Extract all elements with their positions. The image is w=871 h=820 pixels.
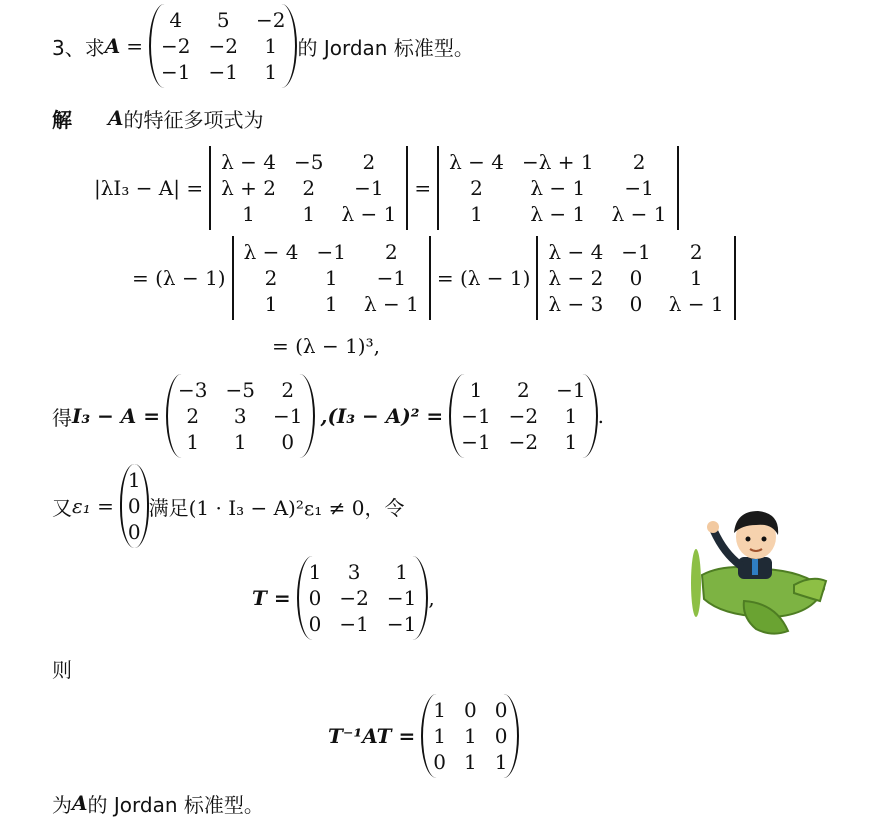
- matrix-cell: 2: [385, 240, 398, 264]
- determinant-matrix: [209, 146, 408, 230]
- matrix-cell: −2: [508, 430, 539, 454]
- matrix-cell: λ − 4: [221, 150, 276, 174]
- matrix-cell: λ − 4: [243, 240, 299, 264]
- matrix-cell: 2: [517, 378, 530, 402]
- determinant-line-2: [132, 236, 736, 320]
- problem-tail: 的 Jordan 标准型。: [297, 35, 474, 60]
- pilot-eye: [746, 537, 751, 542]
- matrix-cell: −2: [256, 8, 286, 32]
- solution-intro-text: 的特征多项式为: [123, 107, 264, 132]
- matrix-cell: 1: [308, 560, 322, 584]
- matrix-cell: 0: [281, 430, 295, 454]
- determinant-lhs: |λI₃ − A| =: [94, 176, 204, 200]
- T-definition: [252, 556, 435, 640]
- matrix-cell: 1: [324, 266, 338, 290]
- determinant-matrix: [536, 236, 735, 320]
- matrix-cell: λ − 1: [530, 176, 586, 200]
- matrix-cell: λ − 1: [611, 202, 667, 226]
- matrix-cell: −1: [339, 612, 369, 636]
- matrix-cell: 1: [564, 430, 578, 454]
- matrix-cell: λ − 1: [530, 202, 586, 226]
- solution-label: 解: [52, 107, 72, 132]
- matrix-cell: λ − 1: [363, 292, 419, 316]
- determinant-matrix: [437, 146, 678, 230]
- step-mid: ,(I₃ − A)² =: [320, 404, 444, 428]
- step-label: 得: [52, 405, 72, 430]
- vector-cell: 0: [127, 520, 141, 544]
- matrix-cell: 0: [433, 750, 446, 774]
- matrix-cell: 1: [242, 202, 255, 226]
- matrix-cell: 1: [433, 724, 446, 748]
- conclusion-text: 的 Jordan 标准型。: [87, 792, 264, 817]
- matrix-cell: 1: [264, 34, 278, 58]
- matrix-cell: 0: [308, 612, 322, 636]
- factor-prefix: = (λ − 1): [436, 266, 531, 290]
- matrix-cell: 1: [463, 750, 477, 774]
- matrix-T: [297, 556, 429, 640]
- matrix-cell: 2: [632, 150, 646, 174]
- matrix-cell: λ − 4: [548, 240, 604, 264]
- matrix-cell: −3: [178, 378, 208, 402]
- matrix-cell: 0: [629, 266, 643, 290]
- matrix-cell: 1: [494, 750, 508, 774]
- conclusion: [52, 788, 264, 818]
- step-end: .: [597, 404, 604, 428]
- matrix-cell: 2: [302, 176, 316, 200]
- matrix-cell: λ − 2: [548, 266, 604, 290]
- equals-sign: =: [126, 34, 144, 58]
- matrix-cell: 3: [233, 404, 247, 428]
- epsilon-prefix: 又: [52, 495, 72, 520]
- matrix-cell: −λ + 1: [521, 150, 594, 174]
- matrix-cell: λ + 2: [221, 176, 276, 200]
- matrix-cell: 3: [347, 560, 361, 584]
- matrix-cell: 1: [324, 292, 338, 316]
- matrix-cell: 1: [433, 698, 446, 722]
- determinant-result: [272, 330, 380, 362]
- matrix-step: [52, 374, 604, 458]
- epsilon-lhs: ε₁ =: [72, 494, 114, 518]
- matrix-cell: 1: [689, 266, 703, 290]
- matrix-cell: 2: [470, 176, 483, 200]
- vector-cell: 1: [127, 468, 141, 492]
- matrix-cell: 2: [264, 266, 278, 290]
- matrix-cell: 2: [281, 378, 295, 402]
- matrix-cell: 1: [264, 292, 278, 316]
- matrix-cell: λ − 3: [548, 292, 604, 316]
- matrix-cell: 0: [494, 724, 508, 748]
- matrix-jordan: [421, 694, 519, 778]
- T-lhs: T =: [252, 586, 291, 610]
- vector-epsilon: [120, 464, 149, 548]
- matrix-A: [149, 4, 297, 88]
- matrix-cell: 4: [169, 8, 183, 32]
- matrix-cell: −2: [208, 34, 238, 58]
- matrix-cell: −2: [339, 586, 369, 610]
- matrix-cell: −1: [161, 60, 191, 84]
- determinant-matrix: [232, 236, 431, 320]
- jordan-form: [328, 694, 519, 778]
- matrix-cell: 1: [470, 202, 483, 226]
- matrix-cell: −1: [316, 240, 346, 264]
- propeller-blade: [691, 549, 701, 617]
- matrix-cell: −1: [376, 266, 407, 290]
- matrix-A-symbol: A: [72, 791, 88, 815]
- matrix-cell: 0: [308, 586, 322, 610]
- matrix-cell: −1: [624, 176, 654, 200]
- matrix-cell: 1: [469, 378, 483, 402]
- matrix-cell: 2: [362, 150, 376, 174]
- matrix-cell: 0: [463, 698, 477, 722]
- matrix-square: [449, 374, 597, 458]
- determinant-line-1: [94, 146, 679, 230]
- then-line: [52, 652, 72, 684]
- matrix-cell: 1: [186, 430, 200, 454]
- matrix-cell: 5: [216, 8, 230, 32]
- matrix-cell: −2: [161, 34, 191, 58]
- matrix-cell: −1: [461, 404, 491, 428]
- matrix-I3-minus-A: [166, 374, 314, 458]
- matrix-A-symbol: A: [108, 106, 124, 130]
- equals-sign: =: [414, 176, 432, 200]
- factor-prefix: = (λ − 1): [132, 266, 226, 290]
- solution-intro: [52, 102, 264, 134]
- matrix-cell: −5: [293, 150, 324, 174]
- T-end: ,: [428, 586, 435, 610]
- epsilon-condition: 满足(1 · I₃ − A)²ε₁ ≠ 0，令: [148, 495, 405, 520]
- matrix-cell: −1: [273, 404, 303, 428]
- result-text: = (λ − 1)³,: [272, 334, 380, 358]
- then-text: 则: [52, 657, 72, 682]
- matrix-cell: 2: [689, 240, 703, 264]
- problem-statement: [52, 4, 474, 88]
- matrix-cell: 0: [629, 292, 643, 316]
- pilot-hand: [707, 521, 719, 533]
- matrix-cell: λ − 1: [341, 202, 397, 226]
- matrix-cell: 1: [463, 724, 477, 748]
- matrix-cell: λ − 4: [449, 150, 504, 174]
- matrix-cell: 1: [395, 560, 408, 584]
- pilot-tie: [752, 559, 758, 575]
- conclusion-prefix: 为: [52, 792, 72, 817]
- epsilon-line: [52, 466, 404, 546]
- matrix-cell: 1: [233, 430, 247, 454]
- matrix-cell: −1: [556, 378, 586, 402]
- matrix-A-symbol: A: [104, 34, 121, 58]
- matrix-cell: 1: [264, 60, 278, 84]
- matrix-cell: −1: [354, 176, 384, 200]
- matrix-cell: −1: [461, 430, 491, 454]
- step-lhs: I₃ − A =: [72, 404, 161, 428]
- matrix-cell: λ − 1: [668, 292, 724, 316]
- matrix-cell: 1: [302, 202, 316, 226]
- matrix-cell: −1: [386, 612, 417, 636]
- matrix-cell: −2: [508, 404, 539, 428]
- jordan-lhs: T⁻¹AT =: [328, 724, 416, 748]
- plane-svg: [684, 505, 830, 645]
- matrix-cell: −5: [225, 378, 256, 402]
- matrix-cell: 1: [564, 404, 578, 428]
- matrix-cell: −1: [621, 240, 651, 264]
- matrix-cell: −1: [386, 586, 417, 610]
- pilot-eye: [762, 537, 767, 542]
- matrix-cell: 0: [494, 698, 508, 722]
- vector-cell: 0: [127, 494, 141, 518]
- cartoon-pilot-plane-illustration: [684, 505, 830, 645]
- problem-number: 3、求: [52, 35, 105, 60]
- matrix-cell: −1: [208, 60, 238, 84]
- matrix-cell: 2: [186, 404, 200, 428]
